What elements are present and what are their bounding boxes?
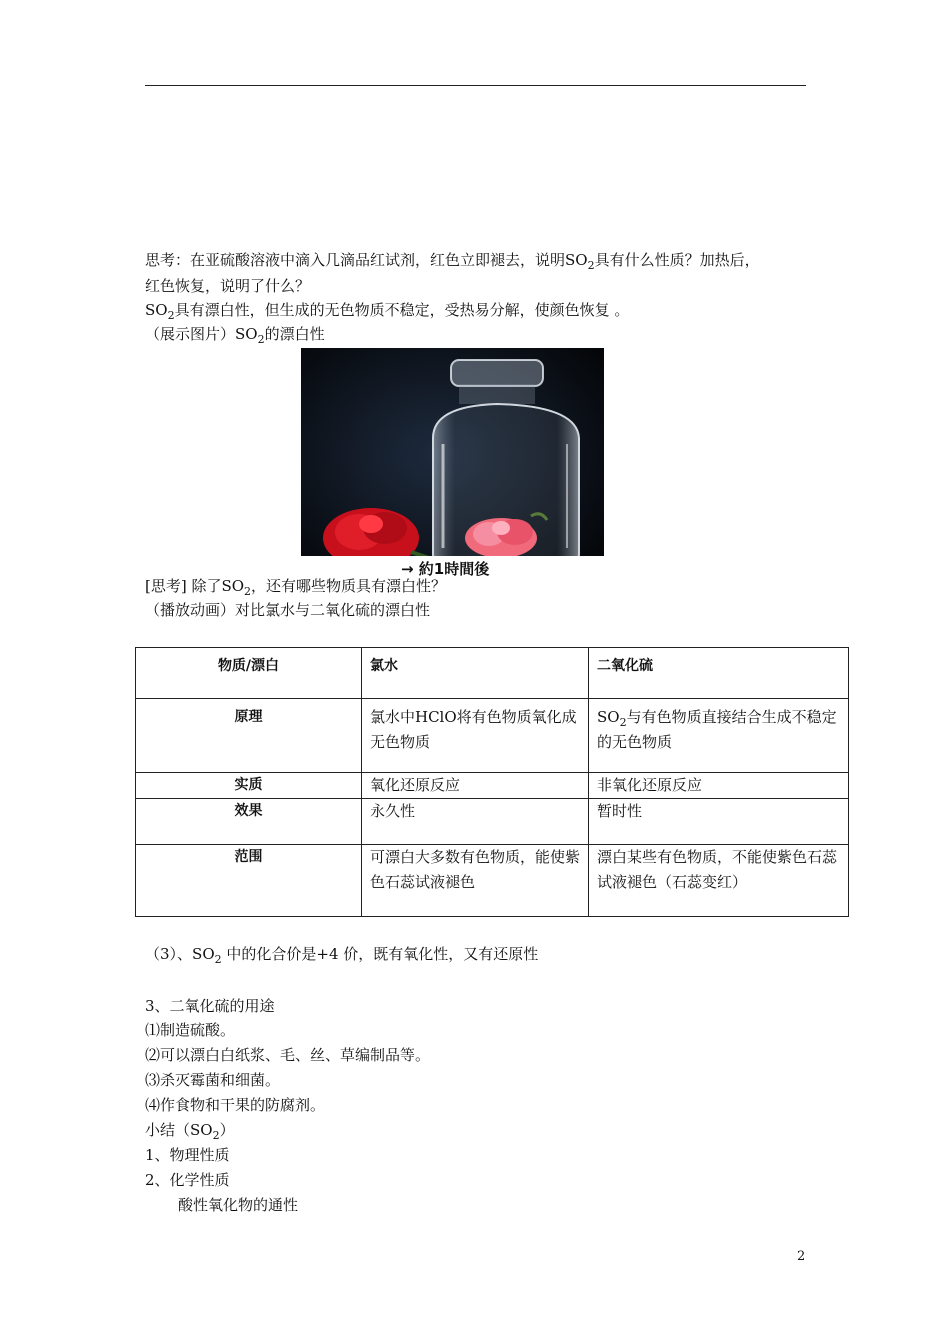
answer-text: $SO_2$具有漂白性，但生成的无色物质不稳定，受热易分解，使颜色恢复 。 [145,301,630,322]
think-question-line1: 思考：在亚硫酸溶液中滴入几滴品红试剂，红色立即褪去，说明$SO_2$具有什么性质？加热后， [145,251,760,272]
use-item: ⑴制造硫酸。 [145,1021,236,1039]
show-picture-label: （展示图片）$SO_2$的漂白性 [145,325,325,346]
use-item: ⑶杀灭霉菌和细菌。 [145,1071,281,1089]
so2-cell: 非氧化还原反应 [589,773,849,799]
so2-cell: 暂时性 [589,799,849,845]
row-label: 效果 [136,799,362,845]
uses-title: 3、二氧化硫的用途 [145,997,275,1015]
so2-cell: 漂白某些有色物质，不能使紫色石蕊试液褪色（石蕊变红） [589,845,849,917]
animation-label: （播放动画）对比氯水与二氧化硫的漂白性 [145,601,431,619]
page-number: 2 [797,1249,806,1264]
header-cell-chlorine: 氯水 [362,648,589,699]
rose-bleaching-photo [301,348,604,586]
header-cell-substance: 物质/漂白 [136,648,362,699]
row-label: 范围 [136,845,362,917]
header-rule [145,85,806,86]
think2-question: [思考] 除了$SO_2$，还有哪些物质具有漂白性？ [145,577,447,598]
bleaching-comparison-table [135,647,849,917]
summary-item: 2、化学性质 [145,1171,230,1189]
so2-cell: $SO_2$与有色物质直接结合生成不稳定的无色物质 [589,699,849,773]
chlorine-cell: 永久性 [362,799,589,845]
table-header-row [136,648,849,699]
table-row [136,773,849,799]
use-item: ⑷作食物和干果的防腐剂。 [145,1096,326,1114]
chlorine-cell: 氧化还原反应 [362,773,589,799]
summary-title: 小结$(SO_2)$ [145,1121,235,1142]
summary-item: 1、物理性质 [145,1146,230,1164]
valence-statement: （3）、$SO_2$ 中的化合价是+4 价，既有氧化性，又有还原性 [145,945,539,966]
chlorine-cell: 可漂白大多数有色物质，能使紫色石蕊试液褪色 [362,845,589,917]
photo-caption: → 約1時間後 [401,560,490,578]
table-row [136,699,849,773]
header-cell-so2: 二氧化硫 [589,648,849,699]
row-label: 实质 [136,773,362,799]
use-item: ⑵可以漂白白纸浆、毛、丝、草编制品等。 [145,1046,431,1064]
chlorine-cell: 氯水中HClO将有色物质氧化成无色物质 [362,699,589,773]
think-question-line2: 红色恢复，说明了什么？ [145,277,311,295]
row-label: 原理 [136,699,362,773]
table-row [136,845,849,917]
table-row [136,799,849,845]
summary-sub-item: 酸性氧化物的通性 [178,1196,299,1214]
